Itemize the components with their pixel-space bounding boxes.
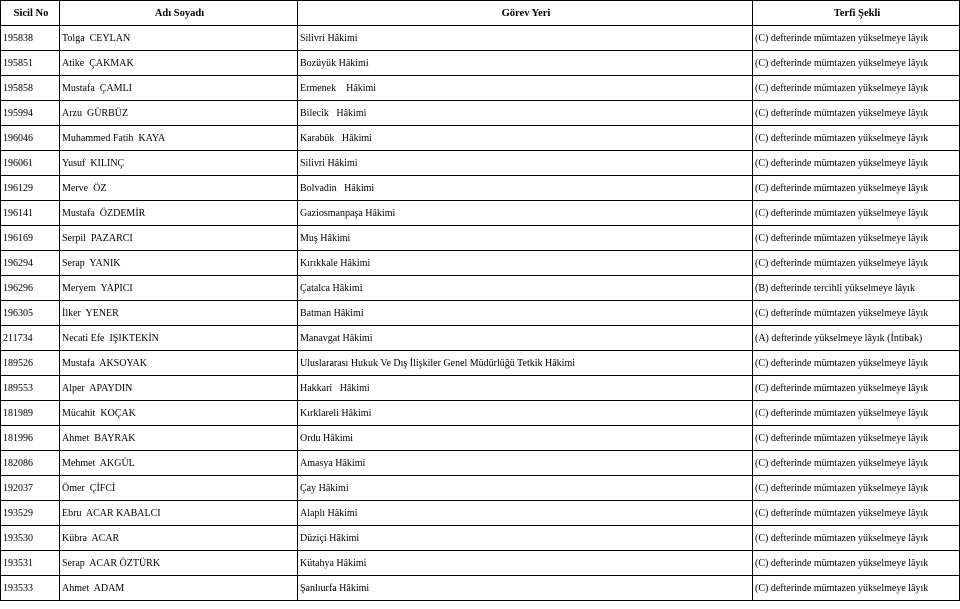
cell-sicil-no: 182086 [1, 451, 60, 476]
table-row [1, 226, 960, 251]
cell-gorev-yeri: Hakkari Hâkimi [298, 376, 753, 401]
cell-gorev-yeri: Kütahya Hâkimi [298, 551, 753, 576]
cell-sicil-no: 196305 [1, 301, 60, 326]
cell-gorev-yeri: Silivri Hâkimi [298, 26, 753, 51]
cell-gorev-yeri: Ordu Hâkimi [298, 426, 753, 451]
cell-terfi-sekli: (C) defterinde mümtazen yükselmeye lâyık [753, 226, 960, 251]
cell-gorev-yeri: Amasya Hâkimi [298, 451, 753, 476]
cell-gorev-yeri: Bozüyük Hâkimi [298, 51, 753, 76]
cell-sicil-no: 192037 [1, 476, 60, 501]
cell-sicil-no: 196294 [1, 251, 60, 276]
cell-sicil-no: 195858 [1, 76, 60, 101]
table-row [1, 551, 960, 576]
cell-sicil-no: 193530 [1, 526, 60, 551]
cell-terfi-sekli: (C) defterinde mümtazen yükselmeye lâyık [753, 451, 960, 476]
table-row [1, 276, 960, 301]
cell-adi-soyadi: Alper APAYDIN [60, 376, 298, 401]
table-row [1, 126, 960, 151]
cell-sicil-no: 193531 [1, 551, 60, 576]
table-row [1, 76, 960, 101]
cell-sicil-no: 189526 [1, 351, 60, 376]
cell-adi-soyadi: Arzu GÜRBÜZ [60, 101, 298, 126]
table-row [1, 26, 960, 51]
cell-sicil-no: 195994 [1, 101, 60, 126]
cell-sicil-no: 196129 [1, 176, 60, 201]
cell-sicil-no: 189553 [1, 376, 60, 401]
cell-terfi-sekli: (C) defterinde mümtazen yükselmeye lâyık [753, 301, 960, 326]
cell-gorev-yeri: Düziçi Hâkimi [298, 526, 753, 551]
cell-gorev-yeri: Uluslararası Hukuk Ve Dış İlişkiler Genel Müdürlüğü Tetkik Hâkimi [298, 351, 753, 376]
cell-sicil-no: 196061 [1, 151, 60, 176]
cell-adi-soyadi: Serpil PAZARCI [60, 226, 298, 251]
table-row [1, 176, 960, 201]
cell-gorev-yeri: Şanlıurfa Hâkimi [298, 576, 753, 601]
cell-adi-soyadi: Mustafa AKSOYAK [60, 351, 298, 376]
table-row [1, 376, 960, 401]
cell-terfi-sekli: (C) defterinde mümtazen yükselmeye lâyık [753, 51, 960, 76]
cell-terfi-sekli: (C) defterinde mümtazen yükselmeye lâyık [753, 401, 960, 426]
cell-gorev-yeri: Muş Hâkimi [298, 226, 753, 251]
table-row [1, 251, 960, 276]
cell-sicil-no: 181996 [1, 426, 60, 451]
header-sicil-no: Sicil No [1, 1, 60, 26]
header-terfi-sekli: Terfi Şekli [753, 1, 960, 26]
cell-terfi-sekli: (C) defterinde mümtazen yükselmeye lâyık [753, 176, 960, 201]
cell-adi-soyadi: İlker YENER [60, 301, 298, 326]
cell-adi-soyadi: Mustafa ÖZDEMİR [60, 201, 298, 226]
cell-gorev-yeri: Çay Hâkimi [298, 476, 753, 501]
cell-sicil-no: 193533 [1, 576, 60, 601]
table-row [1, 501, 960, 526]
table-row [1, 526, 960, 551]
cell-adi-soyadi: Meryem YAPICI [60, 276, 298, 301]
table-row [1, 101, 960, 126]
cell-adi-soyadi: Kübra ACAR [60, 526, 298, 551]
table-row [1, 576, 960, 601]
cell-adi-soyadi: Ebru ACAR KABALCI [60, 501, 298, 526]
cell-adi-soyadi: Ahmet ADAM [60, 576, 298, 601]
cell-gorev-yeri: Manavgat Hâkimi [298, 326, 753, 351]
table-row [1, 351, 960, 376]
cell-sicil-no: 196169 [1, 226, 60, 251]
cell-terfi-sekli: (C) defterinde mümtazen yükselmeye lâyık [753, 526, 960, 551]
cell-terfi-sekli: (C) defterinde mümtazen yükselmeye lâyık [753, 376, 960, 401]
table-row [1, 326, 960, 351]
table-row [1, 151, 960, 176]
cell-sicil-no: 196141 [1, 201, 60, 226]
cell-sicil-no: 195838 [1, 26, 60, 51]
cell-gorev-yeri: Alaplı Hâkimi [298, 501, 753, 526]
cell-gorev-yeri: Silivri Hâkimi [298, 151, 753, 176]
cell-adi-soyadi: Serap YANIK [60, 251, 298, 276]
cell-gorev-yeri: Bilecik Hâkimi [298, 101, 753, 126]
cell-adi-soyadi: Mustafa ÇAMLI [60, 76, 298, 101]
cell-adi-soyadi: Ömer ÇİFCİ [60, 476, 298, 501]
cell-terfi-sekli: (C) defterinde mümtazen yükselmeye lâyık [753, 576, 960, 601]
table-row [1, 451, 960, 476]
table-row [1, 476, 960, 501]
cell-terfi-sekli: (C) defterinde mümtazen yükselmeye lâyık [753, 201, 960, 226]
header-adi-soyadi: Adı Soyadı [60, 1, 298, 26]
table-header [1, 1, 960, 26]
cell-adi-soyadi: Merve ÖZ [60, 176, 298, 201]
cell-adi-soyadi: Tolga CEYLAN [60, 26, 298, 51]
cell-adi-soyadi: Muhammed Fatih KAYA [60, 126, 298, 151]
cell-gorev-yeri: Bolvadin Hâkimi [298, 176, 753, 201]
cell-adi-soyadi: Mücahit KOÇAK [60, 401, 298, 426]
cell-adi-soyadi: Mehmet AKGÜL [60, 451, 298, 476]
cell-sicil-no: 193529 [1, 501, 60, 526]
cell-sicil-no: 211734 [1, 326, 60, 351]
cell-terfi-sekli: (C) defterinde mümtazen yükselmeye lâyık [753, 501, 960, 526]
cell-terfi-sekli: (C) defterinde mümtazen yükselmeye lâyık [753, 151, 960, 176]
cell-terfi-sekli: (C) defterinde mümtazen yükselmeye lâyık [753, 251, 960, 276]
cell-terfi-sekli: (C) defterinde mümtazen yükselmeye lâyık [753, 76, 960, 101]
cell-sicil-no: 181989 [1, 401, 60, 426]
cell-gorev-yeri: Karabük Hâkimi [298, 126, 753, 151]
cell-adi-soyadi: Necati Efe IŞIKTEKİN [60, 326, 298, 351]
cell-terfi-sekli: (C) defterinde mümtazen yükselmeye lâyık [753, 476, 960, 501]
cell-gorev-yeri: Kırıkkale Hâkimi [298, 251, 753, 276]
cell-gorev-yeri: Çatalca Hâkimi [298, 276, 753, 301]
header-gorev-yeri: Görev Yeri [298, 1, 753, 26]
cell-terfi-sekli: (C) defterinde mümtazen yükselmeye lâyık [753, 551, 960, 576]
table-row [1, 426, 960, 451]
cell-terfi-sekli: (C) defterinde mümtazen yükselmeye lâyık [753, 26, 960, 51]
cell-terfi-sekli: (B) defterinde tercihli yükselmeye lâyık [753, 276, 960, 301]
cell-sicil-no: 196296 [1, 276, 60, 301]
cell-adi-soyadi: Atike ÇAKMAK [60, 51, 298, 76]
header-row [1, 1, 960, 26]
cell-terfi-sekli: (C) defterinde mümtazen yükselmeye lâyık [753, 126, 960, 151]
cell-terfi-sekli: (A) defterinde yükselmeye lâyık (İntibak) [753, 326, 960, 351]
cell-terfi-sekli: (C) defterinde mümtazen yükselmeye lâyık [753, 101, 960, 126]
cell-gorev-yeri: Batman Hâkimi [298, 301, 753, 326]
table-row [1, 301, 960, 326]
table-row [1, 401, 960, 426]
table-row [1, 201, 960, 226]
cell-sicil-no: 196046 [1, 126, 60, 151]
table-row [1, 51, 960, 76]
cell-adi-soyadi: Ahmet BAYRAK [60, 426, 298, 451]
cell-gorev-yeri: Ermenek Hâkimi [298, 76, 753, 101]
cell-gorev-yeri: Kırklareli Hâkimi [298, 401, 753, 426]
cell-terfi-sekli: (C) defterinde mümtazen yükselmeye lâyık [753, 426, 960, 451]
table-body [1, 26, 960, 601]
cell-terfi-sekli: (C) defterinde mümtazen yükselmeye lâyık [753, 351, 960, 376]
cell-adi-soyadi: Serap ACAR ÖZTÜRK [60, 551, 298, 576]
cell-gorev-yeri: Gaziosmanpaşa Hâkimi [298, 201, 753, 226]
cell-adi-soyadi: Yusuf KILINÇ [60, 151, 298, 176]
cell-sicil-no: 195851 [1, 51, 60, 76]
